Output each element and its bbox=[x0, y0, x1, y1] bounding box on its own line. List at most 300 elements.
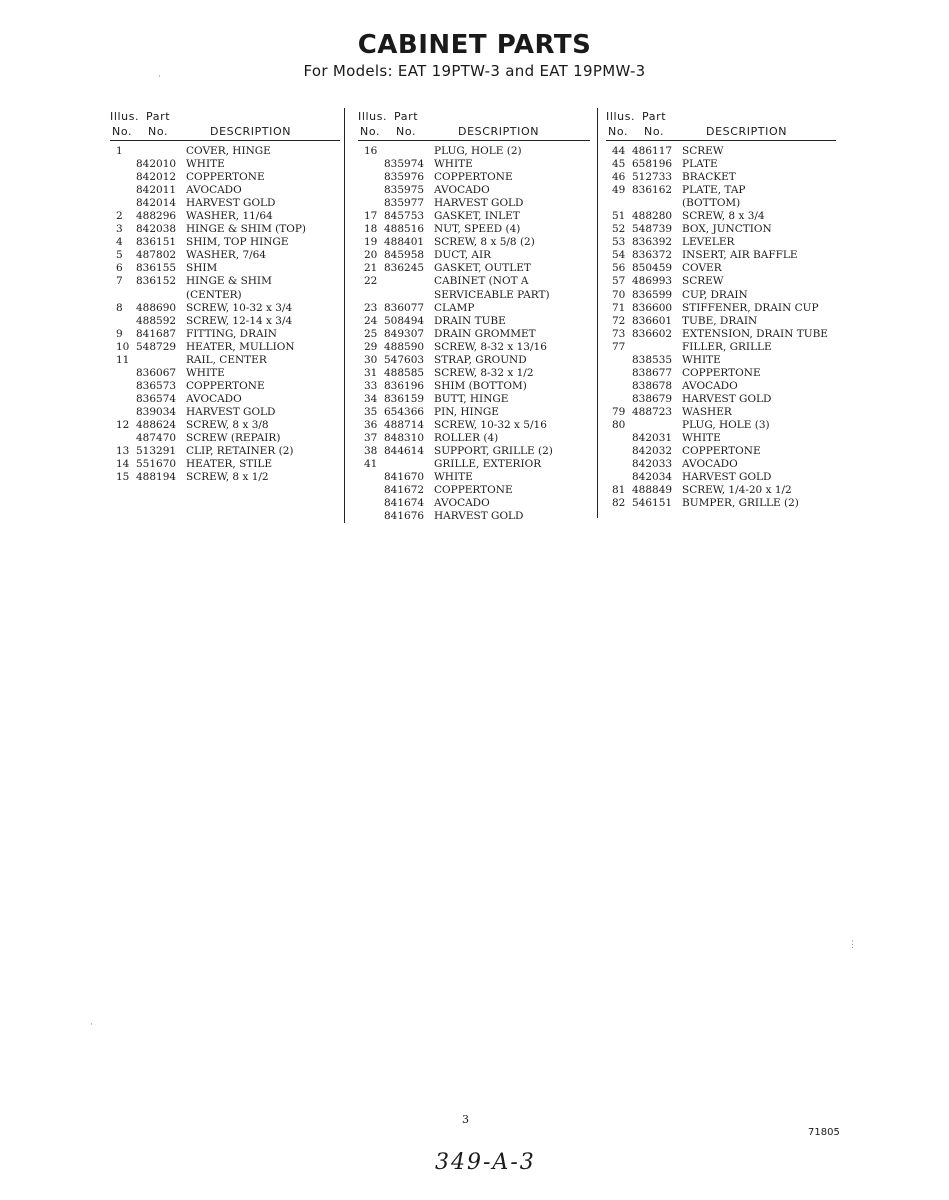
parts-list bbox=[110, 145, 340, 484]
table-row bbox=[358, 510, 590, 523]
part-number: 548729 bbox=[136, 340, 177, 353]
part-number: 488516 bbox=[384, 223, 425, 236]
part-description: SCREW, 8 x 3/8 bbox=[186, 418, 269, 431]
part-number: 836151 bbox=[136, 236, 177, 249]
part-description: BRACKET bbox=[682, 171, 736, 184]
part-number: 488296 bbox=[136, 210, 177, 223]
part-description: STIFFENER, DRAIN CUP bbox=[682, 301, 819, 314]
illus-header: Illus. bbox=[110, 110, 140, 123]
part-description: SCREW, 1/4-20 x 1/2 bbox=[682, 484, 792, 497]
part-number: 836196 bbox=[384, 379, 425, 392]
description-header: DESCRIPTION bbox=[706, 125, 788, 138]
part-description: AVOCADO bbox=[682, 458, 738, 471]
part-description: PLATE bbox=[682, 158, 718, 171]
table-row bbox=[358, 249, 590, 262]
part-description: INSERT, AIR BAFFLE bbox=[682, 249, 798, 262]
part-description: SCREW, 8-32 x 13/16 bbox=[434, 340, 547, 353]
part-number: 842034 bbox=[632, 471, 673, 484]
part-description: WASHER, 11/64 bbox=[186, 210, 273, 223]
parts-list bbox=[358, 145, 590, 523]
part-number: 488723 bbox=[632, 405, 673, 418]
part-description: GASKET, INLET bbox=[434, 210, 520, 223]
table-row bbox=[606, 432, 836, 445]
part-description: WASHER, 7/64 bbox=[186, 249, 267, 262]
table-row bbox=[358, 197, 590, 210]
part-description: CLAMP bbox=[434, 301, 475, 314]
scan-mark: ⋮ bbox=[848, 940, 857, 950]
part-description: NUT, SPEED (4) bbox=[434, 223, 521, 236]
part-number: 836573 bbox=[136, 379, 177, 392]
part-number: 487802 bbox=[136, 249, 177, 262]
part-number: 849307 bbox=[384, 327, 425, 340]
part-number: 842011 bbox=[136, 184, 177, 197]
part-number: 486117 bbox=[632, 145, 673, 157]
part-number: 658196 bbox=[632, 158, 673, 171]
table-row bbox=[110, 419, 340, 432]
illus-number: 35 bbox=[364, 405, 378, 418]
illus-number: 6 bbox=[116, 262, 123, 275]
illus-number: 49 bbox=[612, 184, 626, 197]
column-header bbox=[606, 108, 836, 142]
table-row bbox=[358, 432, 590, 445]
illus-number: 31 bbox=[364, 366, 378, 379]
page-number: 3 bbox=[462, 1113, 469, 1126]
table-row bbox=[606, 471, 836, 484]
part-description: DRAIN GROMMET bbox=[434, 327, 536, 340]
scan-mark: · bbox=[158, 72, 161, 82]
illus-number: 13 bbox=[116, 445, 130, 458]
part-number: 841676 bbox=[384, 510, 425, 523]
illus-number: 79 bbox=[612, 405, 626, 418]
part-description: HINGE & SHIM bbox=[186, 275, 272, 288]
illus-number: 14 bbox=[116, 458, 130, 471]
part-number: 835975 bbox=[384, 184, 425, 197]
table-row bbox=[606, 341, 836, 354]
part-number: 488624 bbox=[136, 418, 177, 431]
part-description: RAIL, CENTER bbox=[186, 353, 267, 366]
part-number: 836155 bbox=[136, 262, 177, 275]
part-description: (CENTER) bbox=[186, 288, 242, 301]
illus-number: 70 bbox=[612, 288, 626, 301]
illus-number: 51 bbox=[612, 210, 626, 223]
part-number: 842032 bbox=[632, 445, 673, 458]
part-description: AVOCADO bbox=[434, 184, 490, 197]
table-row bbox=[358, 289, 590, 302]
illus-number: 3 bbox=[116, 223, 123, 236]
part-description: AVOCADO bbox=[434, 497, 490, 510]
part-description: AVOCADO bbox=[186, 184, 242, 197]
part-description: STRAP, GROUND bbox=[434, 353, 527, 366]
table-row bbox=[358, 419, 590, 432]
part-number: 548739 bbox=[632, 223, 673, 236]
table-row bbox=[110, 210, 340, 223]
illus-number: 24 bbox=[364, 314, 378, 327]
table-row bbox=[358, 158, 590, 171]
table-row bbox=[110, 445, 340, 458]
table-row bbox=[606, 406, 836, 419]
part-description: PIN, HINGE bbox=[434, 405, 499, 418]
part-description: HARVEST GOLD bbox=[682, 392, 772, 405]
illus-number: 57 bbox=[612, 275, 626, 288]
column-header bbox=[110, 108, 340, 142]
part-number: 845958 bbox=[384, 249, 425, 262]
illus-number: 36 bbox=[364, 418, 378, 431]
part-number: 488194 bbox=[136, 471, 177, 484]
part-description: SCREW, 8 x 3/4 bbox=[682, 210, 765, 223]
page-title: CABINET PARTS bbox=[357, 30, 592, 60]
illus-number: 30 bbox=[364, 353, 378, 366]
part-description: SCREW, 8-32 x 1/2 bbox=[434, 366, 534, 379]
illus-number: 21 bbox=[364, 262, 378, 275]
illus-number: 52 bbox=[612, 223, 626, 236]
part-description: BOX, JUNCTION bbox=[682, 223, 772, 236]
illus-number: 16 bbox=[364, 145, 378, 157]
part-description: WHITE bbox=[682, 353, 721, 366]
part-number: 838535 bbox=[632, 353, 673, 366]
page-subtitle: For Models: EAT 19PTW-3 and EAT 19PMW-3 bbox=[303, 62, 646, 80]
parts-list bbox=[606, 145, 836, 510]
part-description: SCREW, 8 x 5/8 (2) bbox=[434, 236, 535, 249]
part-description: COPPERTONE bbox=[186, 171, 265, 184]
table-row bbox=[606, 249, 836, 262]
part-description: HEATER, STILE bbox=[186, 458, 273, 471]
part-description: HARVEST GOLD bbox=[186, 405, 276, 418]
header-rule bbox=[110, 140, 340, 141]
table-row bbox=[606, 302, 836, 315]
parts-column-1 bbox=[110, 108, 340, 484]
part-number: 838678 bbox=[632, 379, 673, 392]
part-description: WHITE bbox=[434, 471, 473, 484]
part-description: CLIP, RETAINER (2) bbox=[186, 445, 294, 458]
part-description: SCREW, 8 x 1/2 bbox=[186, 471, 269, 484]
table-row bbox=[606, 315, 836, 328]
illus-number: 46 bbox=[612, 171, 626, 184]
part-number: 842038 bbox=[136, 223, 177, 236]
part-number: 838677 bbox=[632, 366, 673, 379]
part-no-header: No. bbox=[644, 125, 665, 138]
illus-number: 33 bbox=[364, 379, 378, 392]
part-number: 836152 bbox=[136, 275, 177, 288]
illus-number: 29 bbox=[364, 340, 378, 353]
table-row bbox=[606, 275, 836, 288]
table-row bbox=[110, 158, 340, 171]
part-header: Part bbox=[146, 110, 171, 123]
table-row bbox=[110, 236, 340, 249]
table-row bbox=[358, 236, 590, 249]
part-number: 488690 bbox=[136, 301, 177, 314]
table-row bbox=[358, 380, 590, 393]
illus-number: 37 bbox=[364, 432, 378, 445]
table-row bbox=[358, 445, 590, 458]
table-row bbox=[358, 223, 590, 236]
table-row bbox=[606, 184, 836, 197]
part-description: HEATER, MULLION bbox=[186, 340, 295, 353]
part-number: 841672 bbox=[384, 484, 425, 497]
illus-number: 15 bbox=[116, 471, 130, 484]
table-row bbox=[110, 406, 340, 419]
illus-number: 19 bbox=[364, 236, 378, 249]
part-description: AVOCADO bbox=[186, 392, 242, 405]
illus-header: Illus. bbox=[358, 110, 388, 123]
part-number: 842033 bbox=[632, 458, 673, 471]
part-number: 488849 bbox=[632, 484, 673, 497]
table-row bbox=[110, 145, 340, 158]
part-number: 513291 bbox=[136, 445, 177, 458]
table-row bbox=[606, 197, 836, 210]
illus-number: 2 bbox=[116, 210, 123, 223]
table-row bbox=[110, 393, 340, 406]
part-number: 850459 bbox=[632, 262, 673, 275]
part-number: 512733 bbox=[632, 171, 673, 184]
table-row bbox=[110, 341, 340, 354]
part-description: ROLLER (4) bbox=[434, 432, 499, 445]
part-number: 488280 bbox=[632, 210, 673, 223]
part-number: 844614 bbox=[384, 445, 425, 458]
header-rule bbox=[606, 140, 836, 141]
illus-number: 12 bbox=[116, 418, 130, 431]
table-row bbox=[358, 497, 590, 510]
part-description: COPPERTONE bbox=[682, 445, 761, 458]
parts-column-2 bbox=[358, 108, 590, 523]
part-description: HARVEST GOLD bbox=[434, 197, 524, 210]
part-description: COPPERTONE bbox=[434, 171, 513, 184]
illus-number: 38 bbox=[364, 445, 378, 458]
part-description: PLATE, TAP bbox=[682, 184, 746, 197]
table-row bbox=[606, 262, 836, 275]
part-number: 486993 bbox=[632, 275, 673, 288]
table-row bbox=[110, 354, 340, 367]
part-number: 488592 bbox=[136, 314, 177, 327]
part-description: (BOTTOM) bbox=[682, 197, 741, 210]
part-description: SHIM, TOP HINGE bbox=[186, 236, 289, 249]
table-row bbox=[606, 223, 836, 236]
illus-no-header: No. bbox=[360, 125, 381, 138]
table-row bbox=[606, 145, 836, 158]
table-row bbox=[358, 145, 590, 158]
part-description: WASHER bbox=[682, 405, 732, 418]
part-description: DUCT, AIR bbox=[434, 249, 492, 262]
illus-number: 34 bbox=[364, 392, 378, 405]
table-row bbox=[606, 497, 836, 510]
table-row bbox=[358, 184, 590, 197]
illus-number: 54 bbox=[612, 249, 626, 262]
part-description: WHITE bbox=[186, 158, 225, 171]
document-code: 71805 bbox=[808, 1127, 840, 1138]
part-number: 836574 bbox=[136, 392, 177, 405]
part-description: SCREW, 12-14 x 3/4 bbox=[186, 314, 293, 327]
part-number: 845753 bbox=[384, 210, 425, 223]
part-no-header: No. bbox=[396, 125, 417, 138]
table-row bbox=[110, 302, 340, 315]
table-row bbox=[110, 289, 340, 302]
part-number: 836392 bbox=[632, 236, 673, 249]
table-row bbox=[110, 249, 340, 262]
part-header: Part bbox=[642, 110, 667, 123]
table-row bbox=[606, 328, 836, 341]
table-row bbox=[358, 171, 590, 184]
illus-number: 17 bbox=[364, 210, 378, 223]
table-row bbox=[110, 197, 340, 210]
part-number: 836599 bbox=[632, 288, 673, 301]
illus-number: 20 bbox=[364, 249, 378, 262]
part-description: GRILLE, EXTERIOR bbox=[434, 458, 542, 471]
part-description: SHIM bbox=[186, 262, 218, 275]
part-number: 835977 bbox=[384, 197, 425, 210]
part-number: 836162 bbox=[632, 184, 673, 197]
part-description: SHIM (BOTTOM) bbox=[434, 379, 527, 392]
part-description: SCREW (REPAIR) bbox=[186, 432, 281, 445]
illus-number: 10 bbox=[116, 340, 130, 353]
part-number: 836159 bbox=[384, 392, 425, 405]
table-row bbox=[358, 471, 590, 484]
table-row bbox=[358, 393, 590, 406]
table-row bbox=[358, 367, 590, 380]
part-description: WHITE bbox=[186, 366, 225, 379]
illus-number: 18 bbox=[364, 223, 378, 236]
part-description: BUMPER, GRILLE (2) bbox=[682, 497, 799, 510]
table-row bbox=[358, 406, 590, 419]
illus-header: Illus. bbox=[606, 110, 636, 123]
illus-number: 1 bbox=[116, 145, 123, 157]
part-description: HARVEST GOLD bbox=[682, 471, 772, 484]
part-number: 836372 bbox=[632, 249, 673, 262]
description-header: DESCRIPTION bbox=[210, 125, 292, 138]
table-row bbox=[358, 458, 590, 471]
table-row bbox=[358, 262, 590, 275]
part-number: 841674 bbox=[384, 497, 425, 510]
part-number: 836245 bbox=[384, 262, 425, 275]
table-row bbox=[110, 315, 340, 328]
table-row bbox=[606, 236, 836, 249]
table-row bbox=[606, 171, 836, 184]
part-number: 836077 bbox=[384, 301, 425, 314]
illus-number: 82 bbox=[612, 497, 626, 510]
illus-number: 73 bbox=[612, 327, 626, 340]
table-row bbox=[606, 210, 836, 223]
scan-mark: · bbox=[90, 1020, 93, 1030]
part-description: DRAIN TUBE bbox=[434, 314, 506, 327]
table-row bbox=[358, 302, 590, 315]
part-description: COPPERTONE bbox=[186, 379, 265, 392]
part-description: TUBE, DRAIN bbox=[682, 314, 758, 327]
table-row bbox=[110, 184, 340, 197]
part-description: CUP, DRAIN bbox=[682, 288, 748, 301]
illus-number: 56 bbox=[612, 262, 626, 275]
part-description: EXTENSION, DRAIN TUBE bbox=[682, 327, 828, 340]
part-description: COVER bbox=[682, 262, 722, 275]
table-row bbox=[358, 328, 590, 341]
part-number: 842010 bbox=[136, 158, 177, 171]
part-description: WHITE bbox=[434, 158, 473, 171]
illus-number: 77 bbox=[612, 340, 626, 353]
part-number: 488585 bbox=[384, 366, 425, 379]
part-number: 841670 bbox=[384, 471, 425, 484]
illus-number: 11 bbox=[116, 353, 130, 366]
part-description: HINGE & SHIM (TOP) bbox=[186, 223, 307, 236]
column-header bbox=[358, 108, 590, 142]
part-description: SCREW, 10-32 x 3/4 bbox=[186, 301, 293, 314]
illus-number: 81 bbox=[612, 484, 626, 497]
table-row bbox=[110, 262, 340, 275]
illus-number: 4 bbox=[116, 236, 123, 249]
table-row bbox=[110, 471, 340, 484]
illus-number: 72 bbox=[612, 314, 626, 327]
table-row bbox=[606, 445, 836, 458]
part-description: SCREW bbox=[682, 145, 724, 157]
table-row bbox=[606, 458, 836, 471]
table-row bbox=[606, 367, 836, 380]
part-number: 835976 bbox=[384, 171, 425, 184]
part-description: COVER, HINGE bbox=[186, 145, 271, 157]
table-row bbox=[110, 367, 340, 380]
table-row bbox=[110, 275, 340, 288]
part-description: SUPPORT, GRILLE (2) bbox=[434, 445, 553, 458]
part-number: 842031 bbox=[632, 432, 673, 445]
table-row bbox=[110, 328, 340, 341]
illus-number: 8 bbox=[116, 301, 123, 314]
part-no-header: No. bbox=[148, 125, 169, 138]
table-row bbox=[606, 354, 836, 367]
illus-number: 44 bbox=[612, 145, 626, 157]
table-row bbox=[110, 458, 340, 471]
parts-column-3 bbox=[606, 108, 836, 510]
part-description: GASKET, OUTLET bbox=[434, 262, 531, 275]
table-row bbox=[606, 289, 836, 302]
table-row bbox=[358, 354, 590, 367]
part-description: HARVEST GOLD bbox=[186, 197, 276, 210]
table-row bbox=[110, 380, 340, 393]
part-number: 839034 bbox=[136, 405, 177, 418]
part-description: PLUG, HOLE (3) bbox=[682, 418, 770, 431]
table-row bbox=[606, 158, 836, 171]
part-description: PLUG, HOLE (2) bbox=[434, 145, 522, 157]
part-description: SERVICEABLE PART) bbox=[434, 288, 550, 301]
table-row bbox=[110, 432, 340, 445]
part-number: 835974 bbox=[384, 158, 425, 171]
part-number: 551670 bbox=[136, 458, 177, 471]
part-number: 836602 bbox=[632, 327, 673, 340]
header-rule bbox=[358, 140, 590, 141]
table-row bbox=[358, 315, 590, 328]
table-row bbox=[606, 380, 836, 393]
illus-number: 45 bbox=[612, 158, 626, 171]
part-description: HARVEST GOLD bbox=[434, 510, 524, 523]
illus-number: 41 bbox=[364, 458, 378, 471]
table-row bbox=[358, 210, 590, 223]
illus-no-header: No. bbox=[608, 125, 629, 138]
column-divider bbox=[344, 108, 345, 523]
part-header: Part bbox=[394, 110, 419, 123]
part-description: LEVELER bbox=[682, 236, 735, 249]
part-description: FILLER, GRILLE bbox=[682, 340, 772, 353]
part-number: 848310 bbox=[384, 432, 425, 445]
part-description: SCREW bbox=[682, 275, 724, 288]
illus-number: 53 bbox=[612, 236, 626, 249]
table-row bbox=[110, 171, 340, 184]
part-description: BUTT, HINGE bbox=[434, 392, 509, 405]
part-number: 488401 bbox=[384, 236, 425, 249]
table-row bbox=[606, 419, 836, 432]
part-number: 654366 bbox=[384, 405, 425, 418]
part-description: WHITE bbox=[682, 432, 721, 445]
part-number: 488714 bbox=[384, 418, 425, 431]
illus-no-header: No. bbox=[112, 125, 133, 138]
part-description: COPPERTONE bbox=[434, 484, 513, 497]
illus-number: 7 bbox=[116, 275, 123, 288]
illus-number: 5 bbox=[116, 249, 123, 262]
part-number: 842014 bbox=[136, 197, 177, 210]
table-row bbox=[358, 275, 590, 288]
